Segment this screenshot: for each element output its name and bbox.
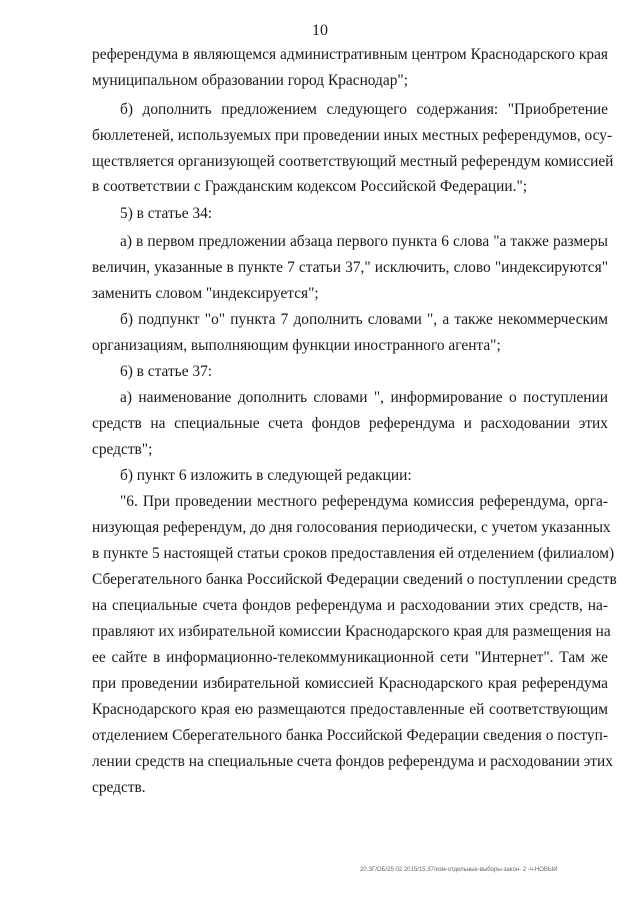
text-line: 6) в статье 37: xyxy=(120,363,213,380)
text-line: Краснодарского края ею размещаются предоставленные ей соответствующим xyxy=(92,701,608,718)
text-line: заменить словом "индексируется"; xyxy=(92,285,319,302)
text-line: Сберегательного банка Российской Федерации сведений о поступлении средств xyxy=(92,571,617,588)
text-line: б) пункт 6 изложить в следующей редакции: xyxy=(120,467,412,484)
text-line: при проведении избирательной комиссией Краснодарского края референдума xyxy=(92,675,608,692)
text-line: муниципальном образовании город Краснодар"; xyxy=(92,72,408,89)
text-line: ее сайте в информационно-телекоммуникационной сети "Интернет". Там же xyxy=(92,649,608,666)
text-line: в пункте 5 настоящей статьи сроков предоставления ей отделением (филиалом) xyxy=(92,545,615,562)
text-line: "6. При проведении местного референдума комиссия референдума, орга- xyxy=(120,493,608,510)
text-line: 5) в статье 34: xyxy=(120,205,213,222)
text-line: в соответствии с Гражданским кодексом Российской Федерации."; xyxy=(92,178,528,195)
text-line: референдума в являющемся административным центром Краснодарского края xyxy=(92,46,608,63)
text-line: а) наименование дополнить словами ", информирование о поступлении xyxy=(120,389,608,406)
text-line: на специальные счета фондов референдума и расходовании этих средств, на- xyxy=(92,597,608,614)
page-number: 10 xyxy=(312,22,328,39)
text-line: б) подпункт "о" пункта 7 дополнить словами ", а также некоммерческим xyxy=(120,311,608,328)
text-line: а) в первом предложении абзаца первого пункта 6 слова "а также размеры xyxy=(120,233,608,250)
text-line: низующая референдум, до дня голосования периодически, с учетом указанных xyxy=(92,519,611,536)
text-line: правляют их избирательной комиссии Краснодарского края для размещения на xyxy=(92,623,611,640)
text-line: средств. xyxy=(92,779,146,796)
text-line: бюллетеней, используемых при проведении иных местных референдумов, осу- xyxy=(92,127,613,144)
text-line: ществляется организующей соответствующий местный референдум комиссией xyxy=(92,153,614,170)
text-line: лении средств на специальные счета фондов референдума и расходовании этих xyxy=(92,753,613,770)
text-line: отделением Сберегательного банка Российской Федерации сведения о поступ- xyxy=(92,727,608,744)
text-line: средств на специальные счета фондов референдума и расходовании этих xyxy=(92,415,608,432)
text-line: организациям, выполняющим функции иностранного агента"; xyxy=(92,337,501,354)
footer-file-code: 20.ЗГ/ОБ/25 02 2015/15.37/изм-отдельные-выборы-закон- 2 -ч-НОВЫЙ xyxy=(360,867,558,873)
text-line: б) дополнить предложением следующего содержания: "Приобретение xyxy=(120,101,608,118)
text-line: величин, указанные в пункте 7 статьи 37," исключить, слово "индексируются" xyxy=(92,259,608,276)
text-line: средств"; xyxy=(92,441,153,458)
